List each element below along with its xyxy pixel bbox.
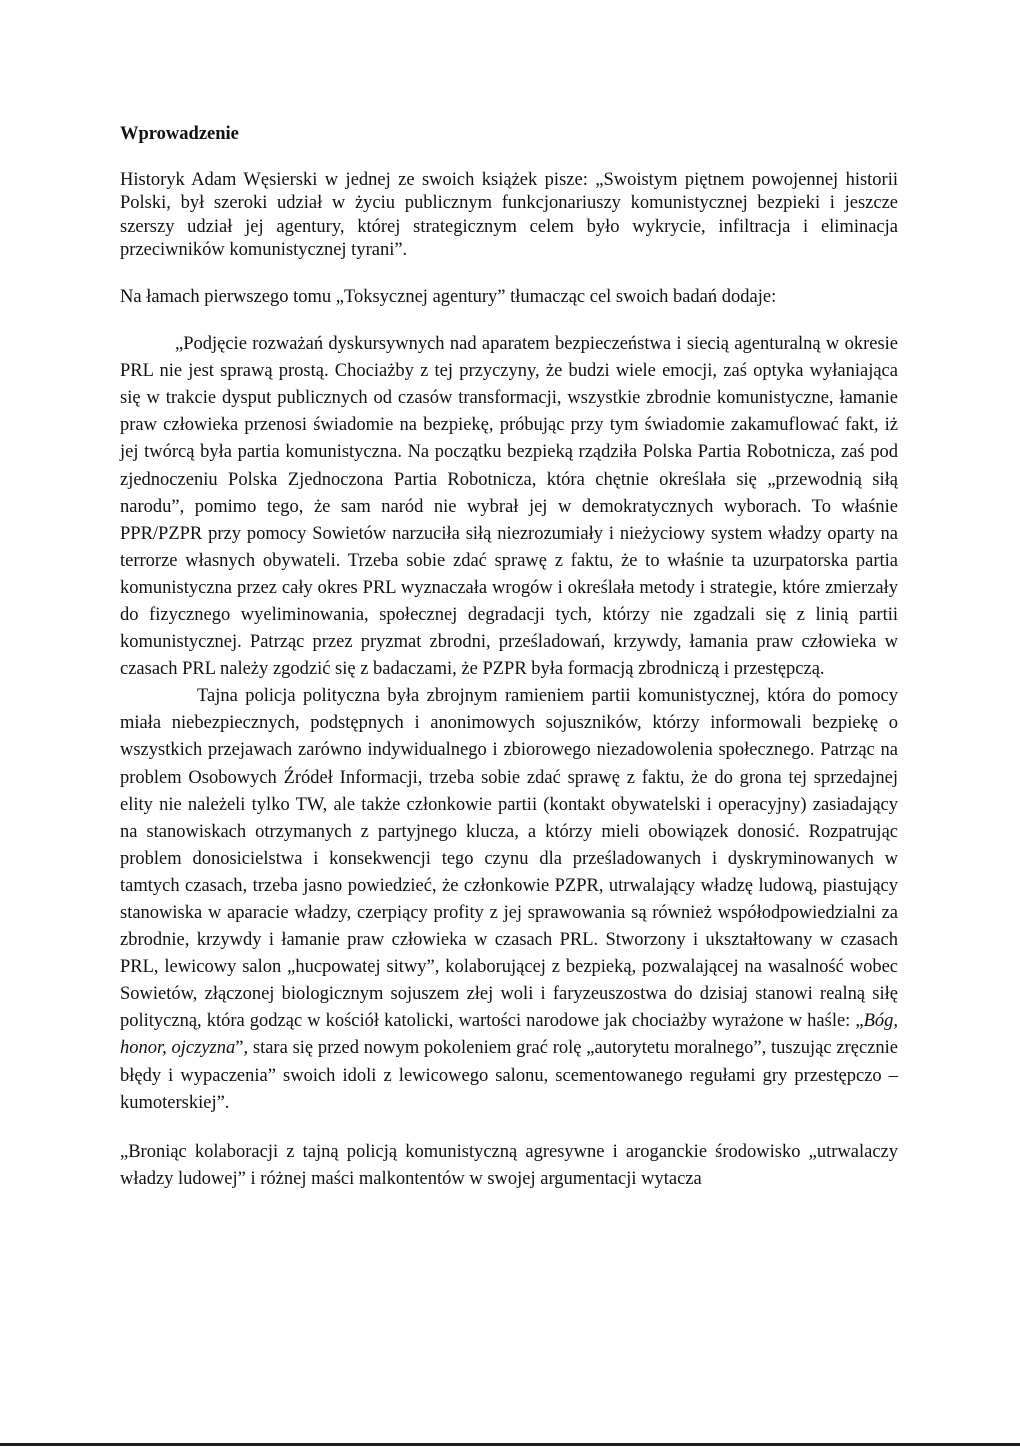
page-bottom-border — [0, 1443, 1020, 1446]
intro-paragraph: Historyk Adam Węsierski w jednej ze swoich książek pisze: „Swoistym piętnem powojennej historii Polski, był szeroki udział w życiu publicznym funkcjonariuszy komunistycznej bezpieki i jeszcze szerszy udział jej agentury, której strategicznym celem było wykrycie, infiltracja i eliminacja przeciwników komunistycznej tyrani”. — [120, 170, 898, 261]
closing-paragraph: „Broniąc kolaboracji z tajną policją komunistyczną agresywne i aroganckie środowisko „utrwalaczy władzy ludowej” i różnej maści malkontentów w swojej argumentacji wytacza — [120, 1141, 898, 1189]
quote-paragraph-2 — [120, 683, 898, 1117]
quote-paragraph-2-text: Tajna policja polityczna była zbrojnym ramieniem partii komunistycznej, która do pomocy miała niebezpiecznych, podstępnych i anonimowych sojuszników, którzy informowali bezpiekę o wszystkich przejawach zarówno indywidualnego i zbiorowego niezadowolenia społecznego. Patrząc na problem Osobowych Źródeł Informacji, trzeba sobie zdać sprawę z faktu, że do grona tej sprzedajnej elity nie należeli tylko TW, ale także członkowie partii (kontakt obywatelski i operacyjny) zasiadający na stanowiskach otrzymanych z partyjnego klucza, a którzy mieli obowiązek donosić. Rozpatrując problem donosicielstwa i konsekwencji tego czynu dla prześladowanych i dyskryminowanych w tamtych czasach, trzeba jasno powiedzieć, że członkowie PZPR, utrwalający władzę ludową, piastujący stanowiska w aparacie władzy, czerpiący profity z jej sprawowania są również współodpowiedzialni za zbrodnie, krzywdy i łamanie praw człowieka w czasach PRL. Stworzony i ukształtowany w czasach PRL, lewicowy salon „hucpowatej sitwy”, kolaborującej z bezpieką, pozwalającej na wasalność wobec Sowietów, złączonej biologicznym sojuszem złej woli i faryzeuszostwa do dzisiaj stanowi realną siłę polityczną, która godząc w kościół katolicki, wartości narodowe jak chociażby wyrażone w haśle: „ — [120, 686, 898, 1032]
document-page — [120, 122, 898, 1211]
section-heading: Wprowadzenie — [120, 124, 239, 144]
lead-paragraph: Na łamach pierwszego tomu „Toksycznej agentury” tłumacząc cel swoich badań dodaje: — [120, 286, 777, 307]
quote-paragraph-2-end: ”, stara się przed nowym pokoleniem grać rolę „autorytetu moralnego”, tuszując zręcznie błędy i wypaczenia” swoich idoli z lewicowego salonu, scementowanego regułami gry przestępczo – kumoterskiej”. — [120, 1038, 898, 1113]
quote-paragraph-1: „Podjęcie rozważań dyskursywnych nad aparatem bezpieczeństwa i siecią agenturalną w okresie PRL nie jest sprawą prostą. Chociażby z tej przyczyny, że budzi wiele emocji, zaś optyka wyłaniająca się w trakcie dysput publicznych od czasów transformacji, wszystkie zbrodnie komunistyczne, łamanie praw człowieka przenosi świadomie na bezpiekę, próbując przy tym świadomie zakamuflować fakt, iż jej twórcą była partia komunistyczna. Na początku bezpieką rządziła Polska Partia Robotnicza, zaś pod zjednoczeniu Polska Zjednoczona Partia Robotnicza, która chętnie określała się „przewodnią siłą narodu”, pomimo tego, że sam naród nie wybrał jej w demokratycznych wyborach. To właśnie PPR/PZPR przy pomocy Sowietów narzuciła siłą niezrozumiały i nieżyciowy system władzy oparty na terrorze własnych obywateli. Trzeba sobie zdać sprawę z faktu, że to właśnie ta uzurpatorska partia komunistyczna przez cały okres PRL wyznaczała wrogów i określała metody i strategie, które zmierzały do fizycznego wyeliminowania, społecznej degradacji tych, którzy nie zgadzali się z linią partii komunistycznej. Patrząc przez pryzmat zbrodni, prześladowań, krzywdy, łamania praw człowieka w czasach PRL należy zgodzić się z badaczami, że PZPR była formacją zbrodniczą i przestępczą. — [120, 334, 898, 680]
motto-italic: Bóg, honor, ojczyzna — [120, 1011, 898, 1059]
